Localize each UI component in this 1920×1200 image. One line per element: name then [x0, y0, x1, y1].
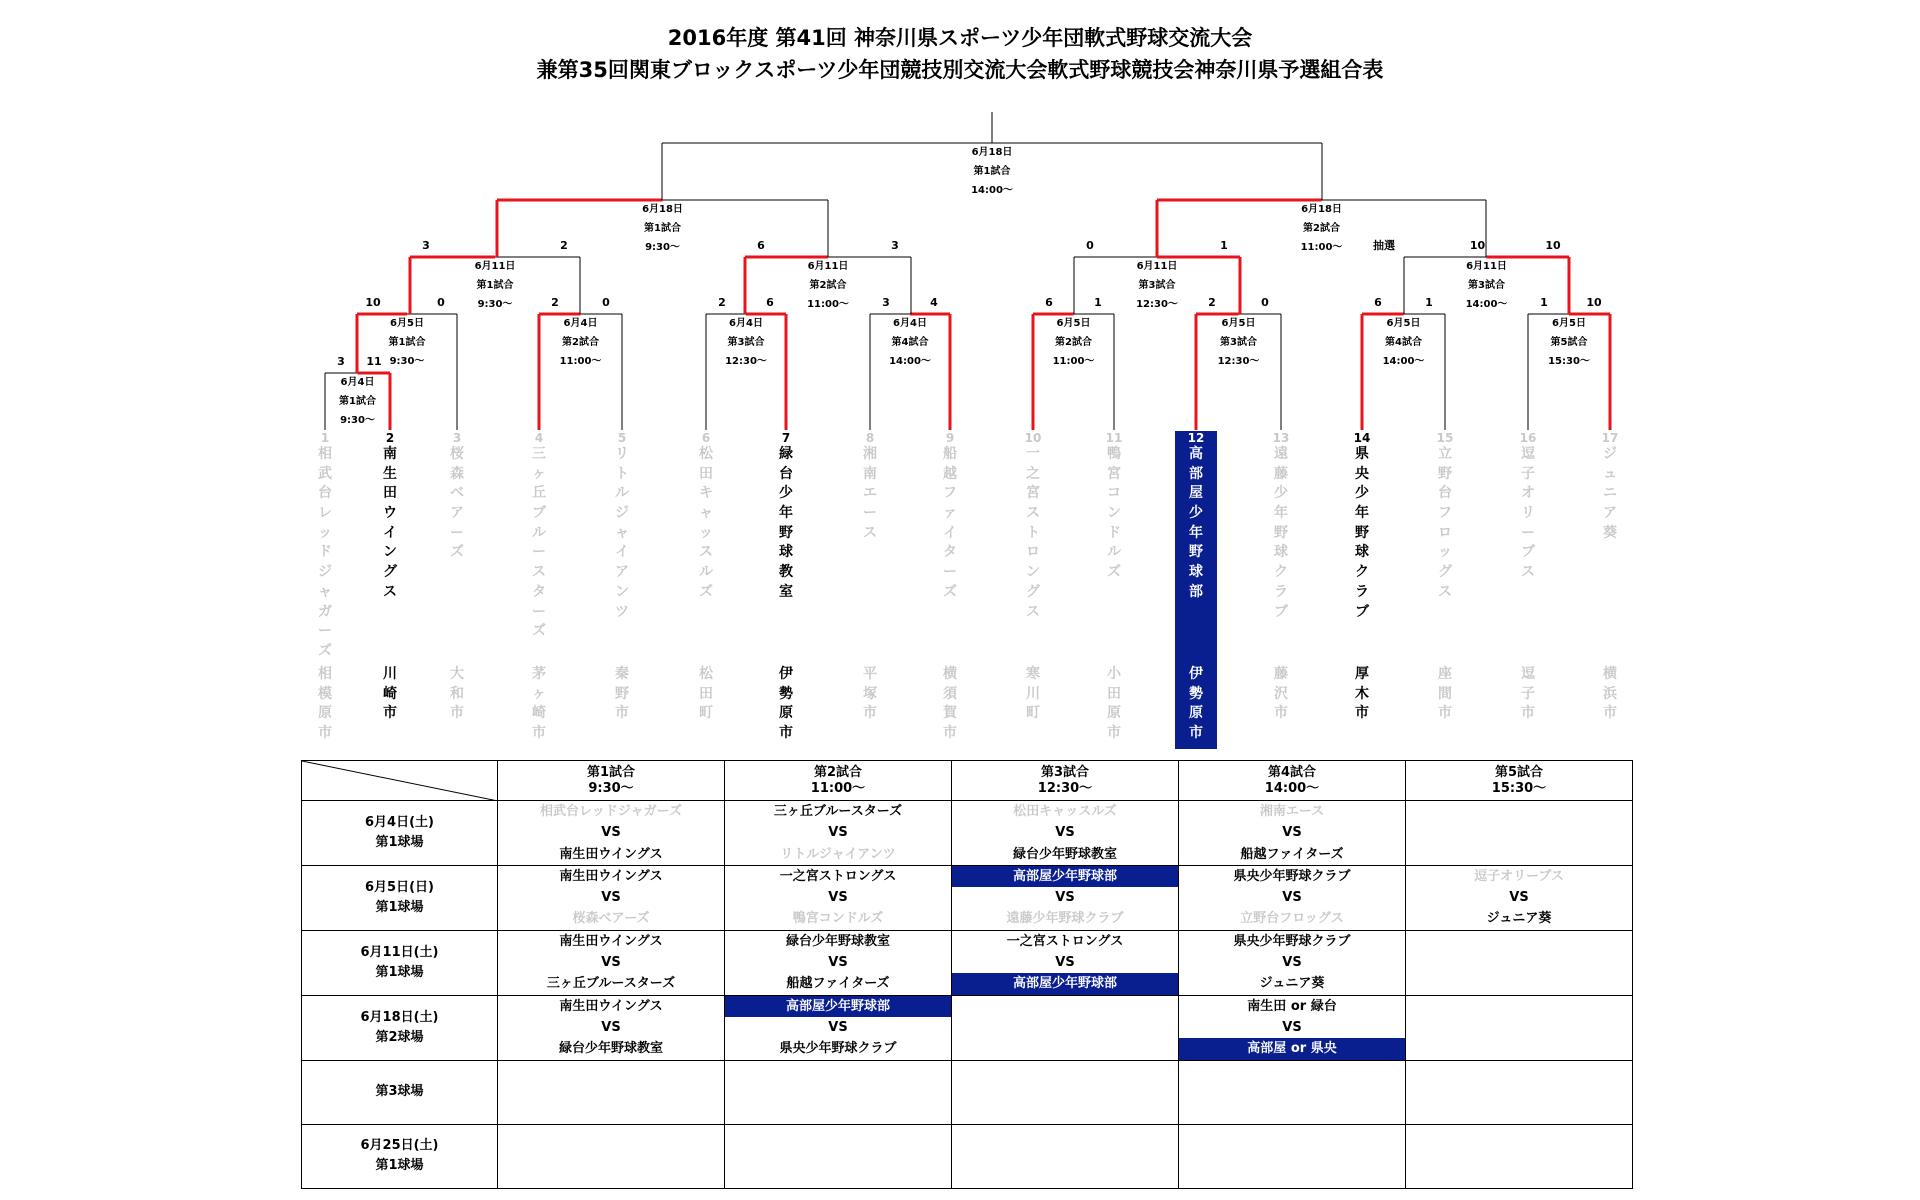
row-label-line: 6月25日(土): [360, 1138, 439, 1154]
team-15-name: 立 野 台 フ ロ ッ グ ス: [1438, 446, 1452, 600]
schedule-cell: [1406, 1060, 1633, 1124]
schedule-row-label: [302, 995, 498, 1060]
team-11: [1103, 431, 1125, 750]
team-8: [859, 431, 881, 730]
match-c2-info-1: 第2試合: [1303, 223, 1340, 234]
header-time: 11:00～: [810, 781, 866, 796]
schedule-header-row: [302, 761, 1633, 801]
match-b4-info-0: 6月11日: [1466, 261, 1507, 272]
schedule-cell: [1406, 930, 1633, 995]
team-13-name: 遠 藤 少 年 野 球 ク ラ ブ: [1274, 446, 1288, 620]
team-10: [1022, 431, 1044, 730]
team-9-number: 9: [945, 431, 955, 445]
schedule-team: 南生田ウイングス: [559, 846, 663, 862]
team-12-number: 12: [1187, 431, 1205, 445]
vs-label: VS: [828, 1019, 848, 1035]
schedule-cell: [952, 1124, 1179, 1188]
team-8-name: 湘 南 エ ー ス: [863, 446, 877, 541]
schedule-row: [302, 1060, 1633, 1124]
match-a2-info-0: 6月4日: [563, 318, 598, 329]
match-b3-score-right: 1: [1220, 239, 1228, 252]
team-14-name: 県 央 少 年 野 球 ク ラ ブ: [1355, 446, 1369, 620]
schedule-cell: [498, 801, 725, 866]
vs-label: VS: [601, 1019, 621, 1035]
team-4-name: 三 ヶ 丘 ブ ル ー ス タ ー ズ: [532, 446, 546, 640]
team-10-city: 寒 川 町: [1026, 666, 1040, 722]
team-1-city: 相 模 原 市: [318, 666, 332, 742]
schedule-header-2: [725, 761, 952, 801]
team-3: [446, 431, 468, 730]
match-c1-info-2: 9:30～: [645, 242, 680, 253]
schedule-row: [302, 801, 1633, 866]
team-13-number: 13: [1272, 431, 1290, 445]
schedule-cell: [952, 801, 1179, 866]
schedule-team: 逗子オリーブス: [1474, 868, 1564, 884]
match-r0-info-0: 6月4日: [340, 377, 375, 388]
schedule-team: 遠藤少年野球クラブ: [1006, 911, 1124, 927]
match-b4-info-1: 第3試合: [1468, 280, 1505, 291]
row-label-line: 第1球場: [375, 964, 424, 980]
row-label-line: 6月11日(土): [360, 944, 439, 960]
team-17: [1599, 431, 1621, 730]
team-9: [939, 431, 961, 750]
schedule-team: 三ヶ丘ブルースターズ: [773, 804, 903, 819]
diagonal-divider: [302, 761, 498, 801]
schedule-cell: [725, 930, 952, 995]
schedule-team: 船越ファイターズ: [1240, 846, 1344, 862]
schedule-cell: [1179, 1124, 1406, 1188]
team-12: [1175, 431, 1217, 749]
schedule-team: 南生田ウイングス: [559, 998, 663, 1014]
vs-label: VS: [828, 890, 848, 906]
match-a8-info-2: 15:30～: [1548, 356, 1590, 367]
schedule-team: リトルジャイアンツ: [780, 846, 896, 862]
team-5: [611, 431, 633, 730]
match-a7-info-0: 6月5日: [1386, 318, 1421, 329]
team-8-number: 8: [865, 431, 875, 445]
team-2-name: 南 生 田 ウ イ ン グ ス: [383, 446, 397, 600]
vs-label: VS: [1282, 825, 1302, 841]
team-15: [1434, 431, 1456, 730]
vs-label: VS: [1055, 890, 1075, 906]
schedule-team: 緑台少年野球教室: [558, 1041, 663, 1057]
schedule-team: 一之宮ストロングス: [1006, 933, 1124, 949]
schedule-cell: [1406, 1124, 1633, 1188]
team-17-name: ジ ュ ニ ア 葵: [1603, 446, 1617, 541]
match-a7-info-1: 第4試合: [1385, 337, 1422, 348]
match-b3-info-1: 第3試合: [1138, 280, 1176, 291]
schedule-cell: [725, 1124, 952, 1188]
match-a5-score-right: 1: [1094, 296, 1102, 309]
team-16-city: 逗 子 市: [1521, 666, 1535, 722]
row-label-line: 第1球場: [375, 1158, 424, 1174]
team-4: [528, 431, 550, 750]
team-6-number: 6: [701, 431, 711, 445]
schedule-team: 高部屋少年野球部: [952, 973, 1178, 994]
schedule-cell: [1406, 995, 1633, 1060]
vs-label: VS: [601, 890, 621, 906]
row-label-line: 第3球場: [375, 1084, 424, 1100]
schedule-team: 県央少年野球クラブ: [779, 1041, 897, 1057]
match-a7-score-right: 1: [1425, 296, 1433, 309]
schedule-cell: [952, 995, 1179, 1060]
schedule-team: 鴨宮コンドルズ: [792, 911, 884, 927]
match-f-info-2: 14:00～: [971, 185, 1013, 196]
team-8-city: 平 塚 市: [863, 666, 877, 722]
vs-label: VS: [601, 955, 621, 971]
vs-label: VS: [1055, 825, 1075, 841]
team-16: [1517, 431, 1539, 730]
schedule-header-1: [498, 761, 725, 801]
match-a3-score-right: 6: [766, 296, 774, 309]
schedule-team: 三ヶ丘ブルースターズ: [546, 976, 676, 992]
row-label-line: 第2球場: [375, 1029, 424, 1045]
match-r0-score-left: 3: [337, 355, 345, 368]
team-17-number: 17: [1601, 431, 1619, 445]
schedule-team: 県央少年野球クラブ: [1233, 933, 1351, 949]
schedule-cell: [1179, 865, 1406, 930]
match-a5-info-1: 第2試合: [1055, 337, 1092, 348]
schedule-team: 南生田 or 緑台: [1247, 998, 1337, 1014]
schedule-cell: [1179, 930, 1406, 995]
match-a2-score-left: 2: [551, 296, 559, 309]
schedule-cell: [725, 1060, 952, 1124]
team-3-number: 3: [452, 431, 462, 445]
team-10-number: 10: [1024, 431, 1042, 445]
team-15-city: 座 間 市: [1438, 666, 1452, 722]
schedule-row: [302, 865, 1633, 930]
team-13: [1270, 431, 1292, 730]
team-11-number: 11: [1105, 431, 1123, 445]
match-c1-info-0: 6月18日: [642, 204, 683, 215]
team-7: [775, 431, 797, 750]
schedule-team: ジュニア葵: [1259, 976, 1325, 992]
schedule-cell: [1406, 865, 1633, 930]
schedule-team: 高部屋少年野球部: [725, 996, 951, 1017]
schedule-row: [302, 930, 1633, 995]
team-6-name: 松 田 キ ャ ッ ス ル ズ: [699, 446, 713, 600]
match-a5-score-left: 6: [1045, 296, 1053, 309]
schedule-cell: [725, 865, 952, 930]
match-a1-info-1: 第1試合: [388, 337, 426, 348]
match-b2-score-left: 6: [757, 239, 765, 252]
team-4-city: 茅 ヶ 崎 市: [532, 666, 546, 742]
match-a1-score-left: 10: [365, 296, 381, 309]
schedule-cell: [952, 865, 1179, 930]
title-line-2: 兼第35回関東ブロックスポーツ少年団競技別交流大会軟式野球競技会神奈川県予選組合表: [536, 58, 1384, 82]
schedule-team: ジュニア葵: [1486, 911, 1552, 927]
match-b1-info-2: 9:30～: [477, 299, 513, 310]
team-3-name: 桜 森 ベ ア ー ズ: [450, 446, 464, 561]
schedule-row-label: [302, 1124, 498, 1188]
match-a8-score-left: 1: [1540, 296, 1548, 309]
match-b1-score-right: 2: [560, 239, 568, 252]
header-game: 第3試合: [1040, 765, 1090, 780]
schedule-team: 湘南エース: [1259, 804, 1325, 819]
schedule-cell: [498, 865, 725, 930]
match-a2-score-right: 0: [602, 296, 610, 309]
match-a5-info-0: 6月5日: [1056, 318, 1091, 329]
match-a4-score-right: 4: [930, 296, 938, 309]
team-15-number: 15: [1436, 431, 1454, 445]
team-17-city: 横 浜 市: [1603, 666, 1617, 722]
row-label-line: 第1球場: [375, 899, 424, 915]
team-3-city: 大 和 市: [450, 666, 464, 722]
schedule-table: [301, 760, 1633, 1189]
vs-label: VS: [1509, 890, 1529, 906]
team-9-city: 横 須 賀 市: [943, 666, 957, 742]
team-5-city: 秦 野 市: [615, 666, 629, 722]
schedule-cell: [952, 1060, 1179, 1124]
schedule-team: 立野台フロッグス: [1240, 911, 1344, 927]
team-11-name: 鴨 宮 コ ン ド ル ズ: [1107, 446, 1121, 581]
match-a2-info-1: 第2試合: [562, 337, 599, 348]
vs-label: VS: [828, 825, 848, 841]
team-12-name: 高 部 屋 少 年 野 球 部: [1189, 446, 1203, 600]
header-time: 12:30～: [1037, 781, 1093, 796]
schedule-header-5: [1406, 761, 1633, 801]
match-b1-score-left: 3: [422, 239, 430, 252]
header-game: 第5試合: [1494, 765, 1544, 780]
match-a5-info-2: 11:00～: [1052, 356, 1095, 367]
match-b4-info-2: 14:00～: [1465, 299, 1508, 310]
title-line-1: 2016年度 第41回 神奈川県スポーツ少年団軟式野球交流大会: [667, 26, 1253, 50]
schedule-team: 船越ファイターズ: [786, 976, 890, 992]
team-6-city: 松 田 町: [699, 666, 713, 722]
header-game: 第4試合: [1267, 765, 1317, 780]
match-a6-info-2: 12:30～: [1217, 356, 1260, 367]
match-a3-score-left: 2: [718, 296, 726, 309]
match-b1-info-0: 6月11日: [474, 261, 516, 272]
match-b1-info-1: 第1試合: [476, 280, 514, 291]
team-7-number: 7: [781, 431, 791, 445]
schedule-row: [302, 995, 1633, 1060]
team-4-number: 4: [534, 431, 544, 445]
match-b3-info-2: 12:30～: [1136, 299, 1178, 310]
match-a6-info-0: 6月5日: [1221, 318, 1256, 329]
team-2-number: 2: [385, 431, 395, 445]
header-game: 第2試合: [813, 765, 863, 780]
team-6: [695, 431, 717, 730]
team-14-number: 14: [1353, 431, 1371, 445]
match-a4-score-left: 3: [882, 296, 890, 309]
schedule-cell: [498, 930, 725, 995]
match-f-info-1: 第1試合: [973, 166, 1011, 177]
match-b4-score-left: 抽選: [1373, 239, 1395, 252]
schedule-team: 緑台少年野球教室: [785, 933, 890, 949]
schedule-team: 高部屋 or 県央: [1179, 1038, 1405, 1059]
row-label-line: 6月4日(土): [365, 814, 434, 830]
schedule-row-label: [302, 865, 498, 930]
schedule-cell: [725, 801, 952, 866]
match-a8-info-1: 第5試合: [1550, 337, 1588, 348]
schedule-cell: [1179, 995, 1406, 1060]
header-time: 14:00～: [1264, 781, 1320, 796]
vs-label: VS: [828, 955, 848, 971]
schedule-cell: [1179, 801, 1406, 866]
header-time: 15:30～: [1491, 781, 1547, 796]
team-1-number: 1: [320, 431, 330, 445]
match-a8-score-right: 10: [1586, 296, 1602, 309]
schedule-cell: [498, 1124, 725, 1188]
schedule-team: 一之宮ストロングス: [779, 868, 897, 884]
schedule-team: 高部屋少年野球部: [952, 866, 1178, 887]
vs-label: VS: [1282, 955, 1302, 971]
match-r0-score-right: 11: [366, 355, 382, 368]
match-b3-info-0: 6月11日: [1136, 261, 1178, 272]
schedule-team: 桜森ベアーズ: [572, 911, 650, 927]
vs-label: VS: [1282, 890, 1302, 906]
match-a3-info-1: 第3試合: [727, 337, 765, 348]
match-c2-info-2: 11:00～: [1300, 242, 1343, 253]
match-a7-info-2: 14:00～: [1382, 356, 1425, 367]
schedule-header-3: [952, 761, 1179, 801]
match-b4-score-right: 10: [1545, 239, 1561, 252]
team-5-number: 5: [617, 431, 627, 445]
match-a6-score-left: 2: [1208, 296, 1216, 309]
schedule-team: 南生田ウイングス: [559, 933, 663, 949]
schedule-cell: [952, 930, 1179, 995]
vs-label: VS: [601, 825, 621, 841]
match-c1-info-1: 第1試合: [644, 223, 681, 234]
team-13-city: 藤 沢 市: [1274, 666, 1288, 722]
match-a6-score-right: 0: [1261, 296, 1269, 309]
match-r0-info-2: 9:30～: [340, 415, 375, 426]
match-a6-info-1: 第3試合: [1220, 337, 1257, 348]
schedule-row-label: [302, 801, 498, 866]
team-1-name: 相 武 台 レ ッ ド ジ ャ ガ ー ズ: [318, 446, 332, 659]
team-1: [314, 431, 336, 750]
match-a2-info-2: 11:00～: [559, 356, 602, 367]
schedule-cell: [498, 1060, 725, 1124]
match-b2-score-right: 3: [891, 239, 899, 252]
team-16-name: 逗 子 オ リ ー ブ ス: [1521, 446, 1535, 581]
header-game: 第1試合: [586, 765, 636, 780]
schedule-header-4: [1179, 761, 1406, 801]
match-a4-info-0: 6月4日: [893, 318, 927, 329]
row-label-line: 6月5日(日): [365, 879, 434, 895]
team-7-name: 緑 台 少 年 野 球 教 室: [779, 446, 793, 600]
schedule-row-label: [302, 930, 498, 995]
team-2: [379, 431, 401, 730]
schedule-team: 南生田ウイングス: [559, 868, 663, 884]
match-a1-score-right: 0: [437, 296, 445, 309]
team-5-name: リ ト ル ジ ャ イ ア ン ツ: [615, 446, 629, 620]
schedule-team: 県央少年野球クラブ: [1233, 868, 1351, 884]
schedule-cell: [1406, 801, 1633, 866]
match-c2-info-0: 6月18日: [1301, 204, 1342, 215]
match-a1-info-2: 9:30～: [389, 356, 425, 367]
team-7-city: 伊 勢 原 市: [779, 666, 793, 742]
schedule-team: 松田キャッスルズ: [1013, 804, 1117, 819]
schedule-cell: [1179, 1060, 1406, 1124]
schedule-cell: [725, 995, 952, 1060]
match-a7-score-left: 6: [1374, 296, 1382, 309]
team-14-city: 厚 木 市: [1355, 666, 1369, 722]
vs-label: VS: [1282, 1019, 1302, 1035]
match-b3-score-left: 0: [1086, 239, 1094, 252]
match-a4-info-2: 14:00～: [889, 356, 931, 367]
schedule-row-label: [302, 1060, 498, 1124]
team-16-number: 16: [1519, 431, 1537, 445]
row-label-line: 第1球場: [375, 834, 424, 850]
schedule-cell: [498, 995, 725, 1060]
header-time: 9:30～: [588, 781, 634, 796]
row-label-line: 6月18日(土): [360, 1009, 439, 1025]
match-b2-info-1: 第2試合: [809, 280, 847, 291]
team-11-city: 小 田 原 市: [1107, 666, 1121, 742]
schedule-team: 相武台レッドジャガーズ: [540, 804, 682, 819]
match-b4-score-mid: 10: [1469, 239, 1486, 252]
team-12-city: 伊 勢 原 市: [1189, 666, 1203, 742]
team-9-name: 船 越 フ ァ イ タ ー ズ: [943, 446, 957, 600]
vs-label: VS: [1055, 955, 1075, 971]
match-a3-info-0: 6月4日: [729, 318, 763, 329]
schedule-team: 緑台少年野球教室: [1012, 846, 1117, 862]
match-a4-info-1: 第4試合: [891, 337, 929, 348]
match-a3-info-2: 12:30～: [725, 356, 767, 367]
team-14: [1351, 431, 1373, 730]
match-a1-info-0: 6月5日: [390, 318, 424, 329]
match-b2-info-0: 6月11日: [807, 261, 849, 272]
team-2-city: 川 崎 市: [383, 666, 397, 722]
match-r0-info-1: 第1試合: [339, 396, 376, 407]
schedule-row: [302, 1124, 1633, 1188]
match-b2-info-2: 11:00～: [807, 299, 849, 310]
match-a8-info-0: 6月5日: [1552, 318, 1586, 329]
match-f-info-0: 6月18日: [971, 147, 1013, 158]
schedule-corner-cell: [302, 761, 498, 801]
team-10-name: 一 之 宮 ス ト ロ ン グ ス: [1026, 446, 1040, 620]
